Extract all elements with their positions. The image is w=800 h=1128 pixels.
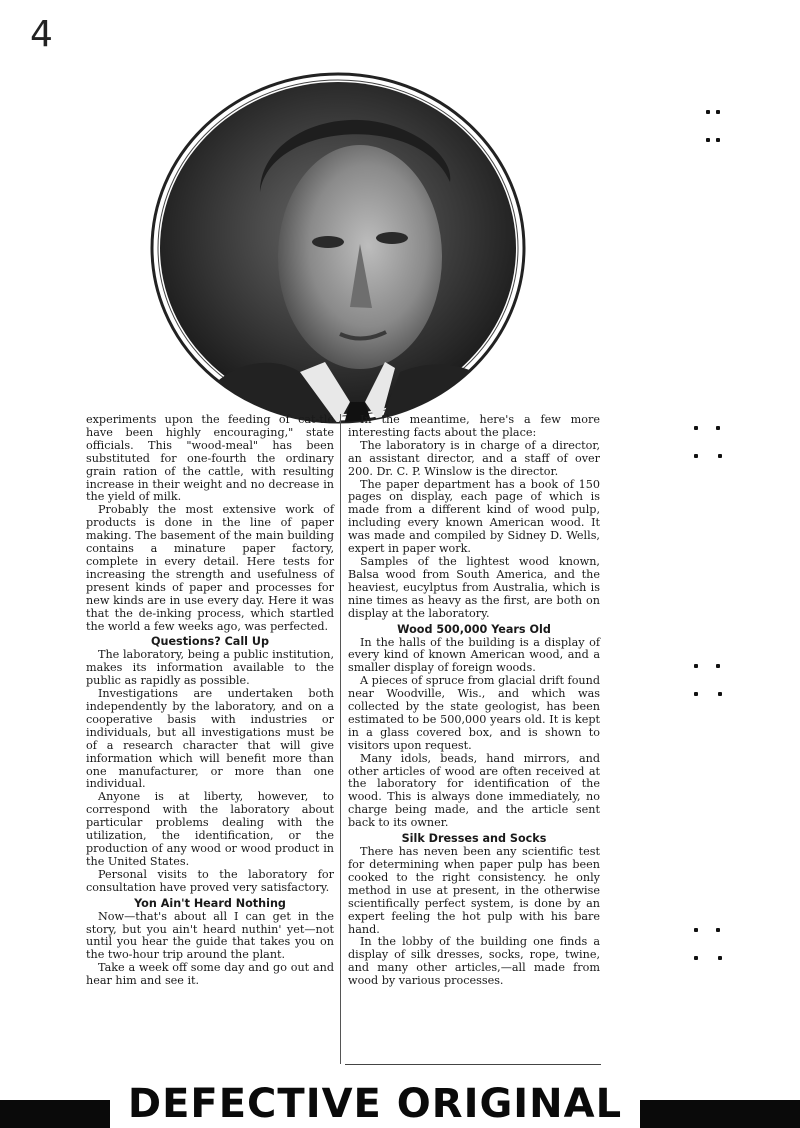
right-paragraph-5: In the halls of the building is a display of every kind of known American wood, and a smaller display of foreign woods. — [348, 635, 600, 675]
right-paragraph-6: A pieces of spruce from glacial drift found near Woodville, Wis., and which was collected by the state geologist, has been estimated to be 500,000 years old. It is kept in a glass covered box, and is shown to visitors upon request. — [348, 674, 600, 752]
right-paragraph-8: There has neven been any scientific test for determining when paper pulp has been cooked to the right consistency. he only method in use at present, in the otherwise scientifically perfect system, is done by an expert feeling the hot pulp with his bare hand. — [348, 845, 600, 936]
right-paragraph-3: The paper department has a book of 150 pages on display, each page of which is made from a different kind of wood pulp, including every known American wood. It was made and compiled by Sidney D. Wells, expert in paper work. — [348, 477, 600, 556]
column-end-rule — [345, 1064, 601, 1065]
scan-mark — [694, 692, 698, 696]
scan-mark — [694, 664, 698, 668]
scan-mark — [694, 956, 698, 960]
subheading-wood-years-old: Wood 500,000 Years Old — [397, 622, 551, 636]
right-paragraph-9: In the lobby of the building one finds a display of silk dresses, socks, rope, twine, and many other articles,—all made from wood by various processes. — [348, 935, 600, 988]
page-number: 4 — [30, 14, 53, 55]
scan-mark — [716, 664, 720, 668]
defective-original-stamp: DEFECTIVE ORIGINAL — [110, 1080, 640, 1128]
left-paragraph-7: Now—that's about all I can get in the story, but you ain't heard nuthin' yet—not until you hear the guide that takes you on the two-hour trip around the plant. — [86, 909, 334, 962]
scan-mark — [716, 138, 720, 142]
left-paragraph-8: Take a week off some day and go out and hear him and see it. — [86, 961, 334, 988]
scan-mark — [716, 426, 720, 430]
left-paragraph-4: Investigations are undertaken both independently by the laboratory, and on a cooperative basis with industries or individuals, but all investigations must be of a research character that will give information which will benefit more than one manufacturer, or more than one individual. — [86, 687, 334, 791]
scan-mark — [694, 928, 698, 932]
scan-mark — [706, 138, 710, 142]
scan-mark — [718, 956, 722, 960]
left-paragraph-5: Anyone is at liberty, however, to correspond with the laboratory about particular problems dealing with the utilization, the identification, or the production of any wood or wood product in the United States. — [86, 790, 334, 868]
left-column — [86, 414, 334, 988]
scan-mark — [718, 454, 722, 458]
left-paragraph-2: Probably the most extensive work of products is done in the line of paper making. The basement of the main building contains a minature paper factory, complete in every detail. Here tests for increasing the strength and usefulness of present kinds of paper and processes for new kinds are in use every day. Here it was that the de-inking process, which startled the world a few weeks ago, was perfected. — [86, 503, 334, 633]
scan-mark — [694, 454, 698, 458]
scan-mark — [718, 692, 722, 696]
scan-mark — [716, 110, 720, 114]
right-column — [348, 414, 600, 988]
column-divider — [340, 414, 341, 1064]
right-paragraph-2: The laboratory is in charge of a director, an assistant director, and a staff of over 200. Dr. C. P. Winslow is the director. — [348, 438, 600, 478]
scan-mark — [716, 928, 720, 932]
subheading-yon-aint-heard: Yon Ain't Heard Nothing — [134, 896, 286, 910]
left-paragraph-1: experiments upon the feeding of cat-tle have been highly encouraging," state officials. This "wood-meal" has been substituted for one-fourth the ordinary grain ration of the cattle, with resulting increase in their weight and no decrease in the yield of milk. — [86, 413, 334, 504]
scan-mark — [694, 426, 698, 430]
subheading-silk-dresses: Silk Dresses and Socks — [401, 832, 547, 846]
right-paragraph-1: In the meantime, here's a few more interesting facts about the place: — [348, 413, 600, 439]
scan-mark — [706, 110, 710, 114]
left-paragraph-3: The laboratory, being a public institution, makes its information available to the public as rapidly as possible. — [86, 648, 334, 688]
portrait-photo — [150, 72, 526, 424]
right-paragraph-4: Samples of the lightest wood known, Balsa wood from South America, and the heaviest, eucylptus from Australia, which is nine times as heavy as the first, are both on display at the laboratory. — [348, 554, 600, 620]
subheading-questions: Questions? Call Up — [150, 635, 269, 649]
left-paragraph-6: Personal visits to the laboratory for consultation have proved very satisfactory. — [86, 867, 334, 894]
right-paragraph-7: Many idols, beads, hand mirrors, and other articles of wood are often received at the laboratory for identification of the wood. This is always done immediately, no charge being made, and the article sent back to its owner. — [348, 751, 600, 830]
